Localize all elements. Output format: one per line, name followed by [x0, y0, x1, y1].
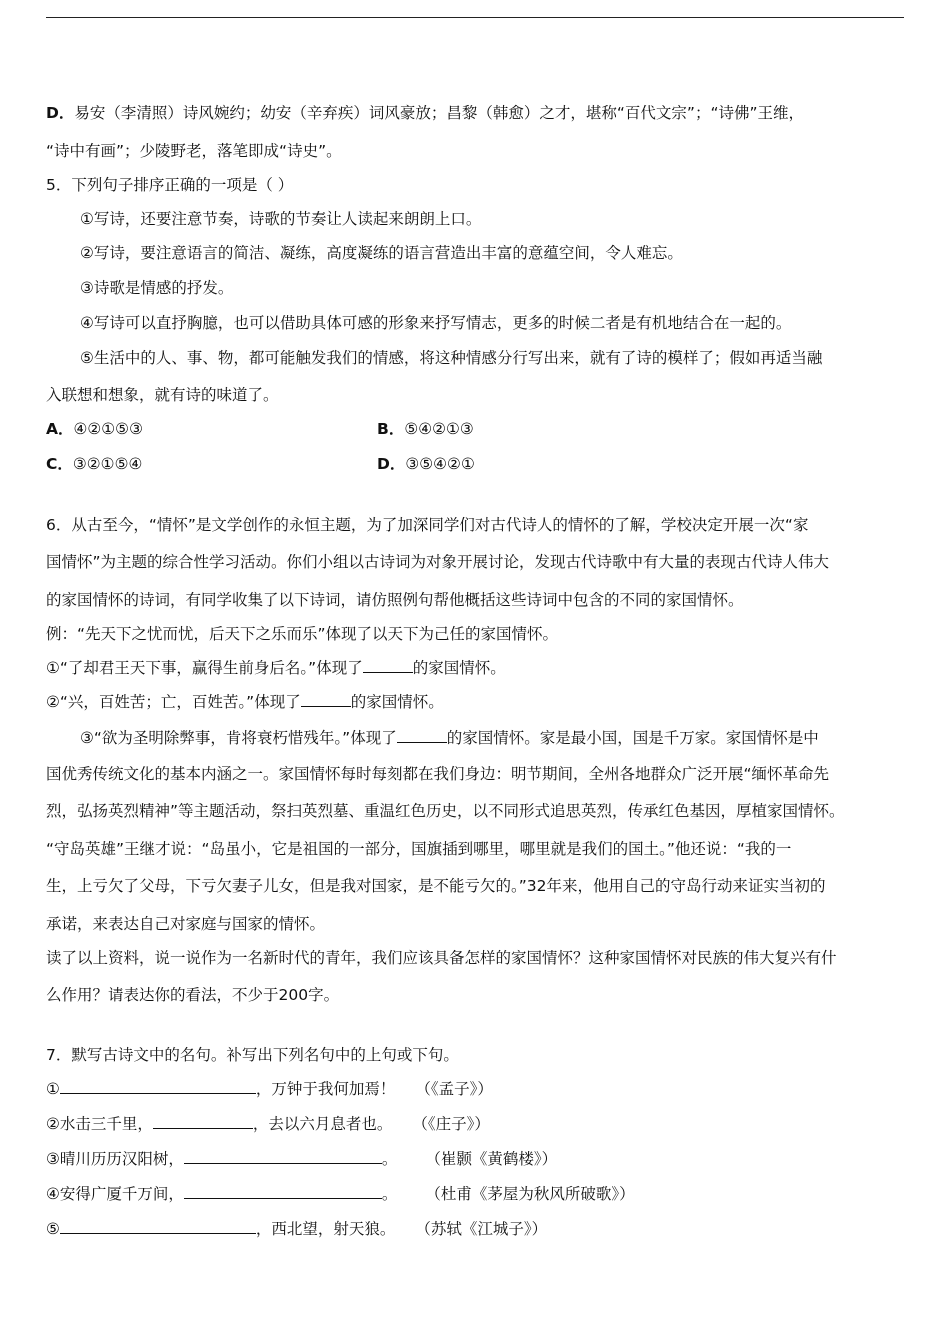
q6-para-line2: 国情怀”为主题的综合性学习活动。你们小组以古诗词为对象开展讨论，发现古代诗歌中有大量的表现古代诗人伟大 — [46, 553, 830, 571]
q7-line-1-text: ，万钟于我何加焉！ — [255, 1080, 396, 1098]
q5-sentence-5b: 入联想和想象，就有诗的味道了。 — [46, 386, 279, 404]
q7-line-3-text: ③晴川历历汉阳树， — [46, 1150, 184, 1168]
q6-item-2-blank[interactable] — [301, 692, 351, 707]
q6-item-3-tail: 的家国情怀。家是最小国，国是千万家。家国情怀是中 — [446, 729, 819, 747]
q6-material-line2: 烈，弘扬英烈精神”等主题活动，祭扫英烈墓、重温红色历史，以不同形式追思英烈，传承红色基因，厚植家国情怀。 — [46, 802, 845, 820]
q7-line-4-blank[interactable] — [184, 1184, 382, 1199]
q7-line-1-source: （《孟子》） — [415, 1080, 493, 1098]
q6-task-line2: 么作用？请表达你的看法，不少于200字。 — [46, 986, 340, 1004]
q6-item-1-tail: 的家国情怀。 — [412, 659, 506, 677]
q6-item-1-prompt: ①“了却君王天下事，赢得生前身后名。”体现了 — [46, 659, 363, 677]
q5-sentence-3: ③诗歌是情感的抒发。 — [80, 279, 234, 297]
q5-sentence-1: ①写诗，还要注意节奏，诗歌的节奏让人读起来朗朗上口。 — [80, 210, 482, 228]
q7-line-2-source: （《庄子》） — [412, 1115, 490, 1133]
q5-option-b-letter: B． — [377, 420, 405, 438]
q6-example: 例：“先天下之忧而忧，后天下之乐而乐”体现了以天下为己任的家国情怀。 — [46, 625, 559, 643]
header-rule — [46, 17, 904, 18]
q5-sentence-2: ②写诗，要注意语言的简洁、凝练，高度凝练的语言营造出丰富的意蕴空间，令人难忘。 — [80, 244, 683, 262]
q7-line-4-text: ④安得广厦千万间， — [46, 1185, 184, 1203]
q7-line-1 — [46, 1079, 493, 1099]
q7-stem: 7．默写古诗文中的名句。补写出下列名句中的上句或下句。 — [46, 1046, 459, 1064]
q6-material-line1: 国优秀传统文化的基本内涵之一。家国情怀每时每刻都在我们身边：明节期间，全州各地群众广泛开展“缅怀革命先 — [46, 765, 830, 783]
q5-option-c-text: ③②①⑤④ — [72, 455, 143, 473]
q7-line-2-text: ②水击三千里， — [46, 1115, 153, 1133]
q6-material-line4: 生，上亏欠了父母，下亏欠妻子儿女，但是我对国家，是不能亏欠的。”32年来，他用自己的守岛行动来证实当初的 — [46, 877, 826, 895]
q7-line-1-blank[interactable] — [60, 1079, 256, 1094]
q6-item-3 — [80, 728, 819, 748]
q7-line-4 — [46, 1184, 635, 1204]
q4-option-d-letter: D． — [46, 104, 75, 122]
q7-line-5-text: ，西北望，射天狼。 — [255, 1220, 396, 1238]
q7-line-3 — [46, 1149, 557, 1169]
q7-line-5-blank[interactable] — [60, 1219, 256, 1234]
q7-line-2 — [46, 1114, 490, 1134]
q7-line-2-blank[interactable] — [153, 1114, 253, 1129]
q6-material-line3: “守岛英雄”王继才说：“岛虽小，它是祖国的一部分，国旗插到哪里，哪里就是我们的国土。”他还说：“我的一 — [46, 840, 792, 858]
q6-item-2 — [46, 692, 444, 712]
q7-line-2-tail: ，去以六月息者也。 — [252, 1115, 393, 1133]
q7-line-3-tail: 。 — [381, 1150, 398, 1168]
q6-item-3-blank[interactable] — [397, 728, 447, 743]
q6-task-line1: 读了以上资料，说一说作为一名新时代的青年，我们应该具备怎样的家国情怀？这种家国情怀对民族的伟大复兴有什 — [46, 949, 837, 967]
q5-stem: 5．下列句子排序正确的一项是（ ） — [46, 176, 294, 194]
q5-option-c — [46, 454, 142, 474]
q5-option-b — [377, 419, 474, 439]
q5-option-d-letter: D． — [377, 455, 406, 473]
q5-option-a-letter: A． — [46, 420, 74, 438]
q7-line-4-source: （杜甫《茅屋为秋风所破歌》） — [425, 1185, 635, 1203]
q5-sentence-4: ④写诗可以直抒胸臆，也可以借助具体可感的形象来抒写情志，更多的时候二者是有机地结合在一起的。 — [80, 314, 792, 332]
q5-sentence-5a: ⑤生活中的人、事、物，都可能触发我们的情感，将这种情感分行写出来，就有了诗的模样了；假如再适当融 — [80, 349, 823, 367]
q5-option-b-text: ⑤④②①③ — [404, 420, 474, 438]
q6-item-2-prompt: ②“兴，百姓苦；亡，百姓苦。”体现了 — [46, 693, 301, 711]
q4-option-d-line2: “诗中有画”；少陵野老，落笔即成“诗史”。 — [46, 142, 342, 160]
q5-option-a — [46, 419, 143, 439]
q6-para-line3: 的家国情怀的诗词，有同学收集了以下诗词，请仿照例句帮他概括这些诗词中包含的不同的家国情怀。 — [46, 591, 744, 609]
q7-line-5-num: ⑤ — [46, 1220, 60, 1238]
q4-option-d-text: 易安（李清照）诗风婉约；幼安（辛弃疾）词风豪放；昌黎（韩愈）之才，堪称“百代文宗”；“诗佛”王维， — [74, 104, 804, 122]
q5-option-a-text: ④②①⑤③ — [73, 420, 143, 438]
q6-item-2-tail: 的家国情怀。 — [350, 693, 444, 711]
q7-line-3-blank[interactable] — [184, 1149, 382, 1164]
q6-material-line5: 承诺，来表达自己对家庭与国家的情怀。 — [46, 915, 326, 933]
q6-para-line1: 6．从古至今，“情怀”是文学创作的永恒主题，为了加深同学们对古代诗人的情怀的了解，学校决定开展一次“家 — [46, 516, 809, 534]
q6-item-1 — [46, 658, 506, 678]
q6-item-1-blank[interactable] — [363, 658, 413, 673]
q5-option-c-letter: C． — [46, 455, 73, 473]
q5-option-d-text: ③⑤④②① — [405, 455, 475, 473]
q7-line-1-num: ① — [46, 1080, 60, 1098]
q5-option-d — [377, 454, 475, 474]
q7-line-5 — [46, 1219, 547, 1239]
q7-line-5-source: （苏轼《江城子》） — [415, 1220, 548, 1238]
q7-line-3-source: （崔颢《黄鹤楼》） — [425, 1150, 558, 1168]
q7-line-4-tail: 。 — [381, 1185, 398, 1203]
q4-option-d-line1 — [46, 103, 804, 123]
q6-item-3-prompt: ③“欲为圣明除弊事，肯将衰朽惜残年。”体现了 — [80, 729, 397, 747]
